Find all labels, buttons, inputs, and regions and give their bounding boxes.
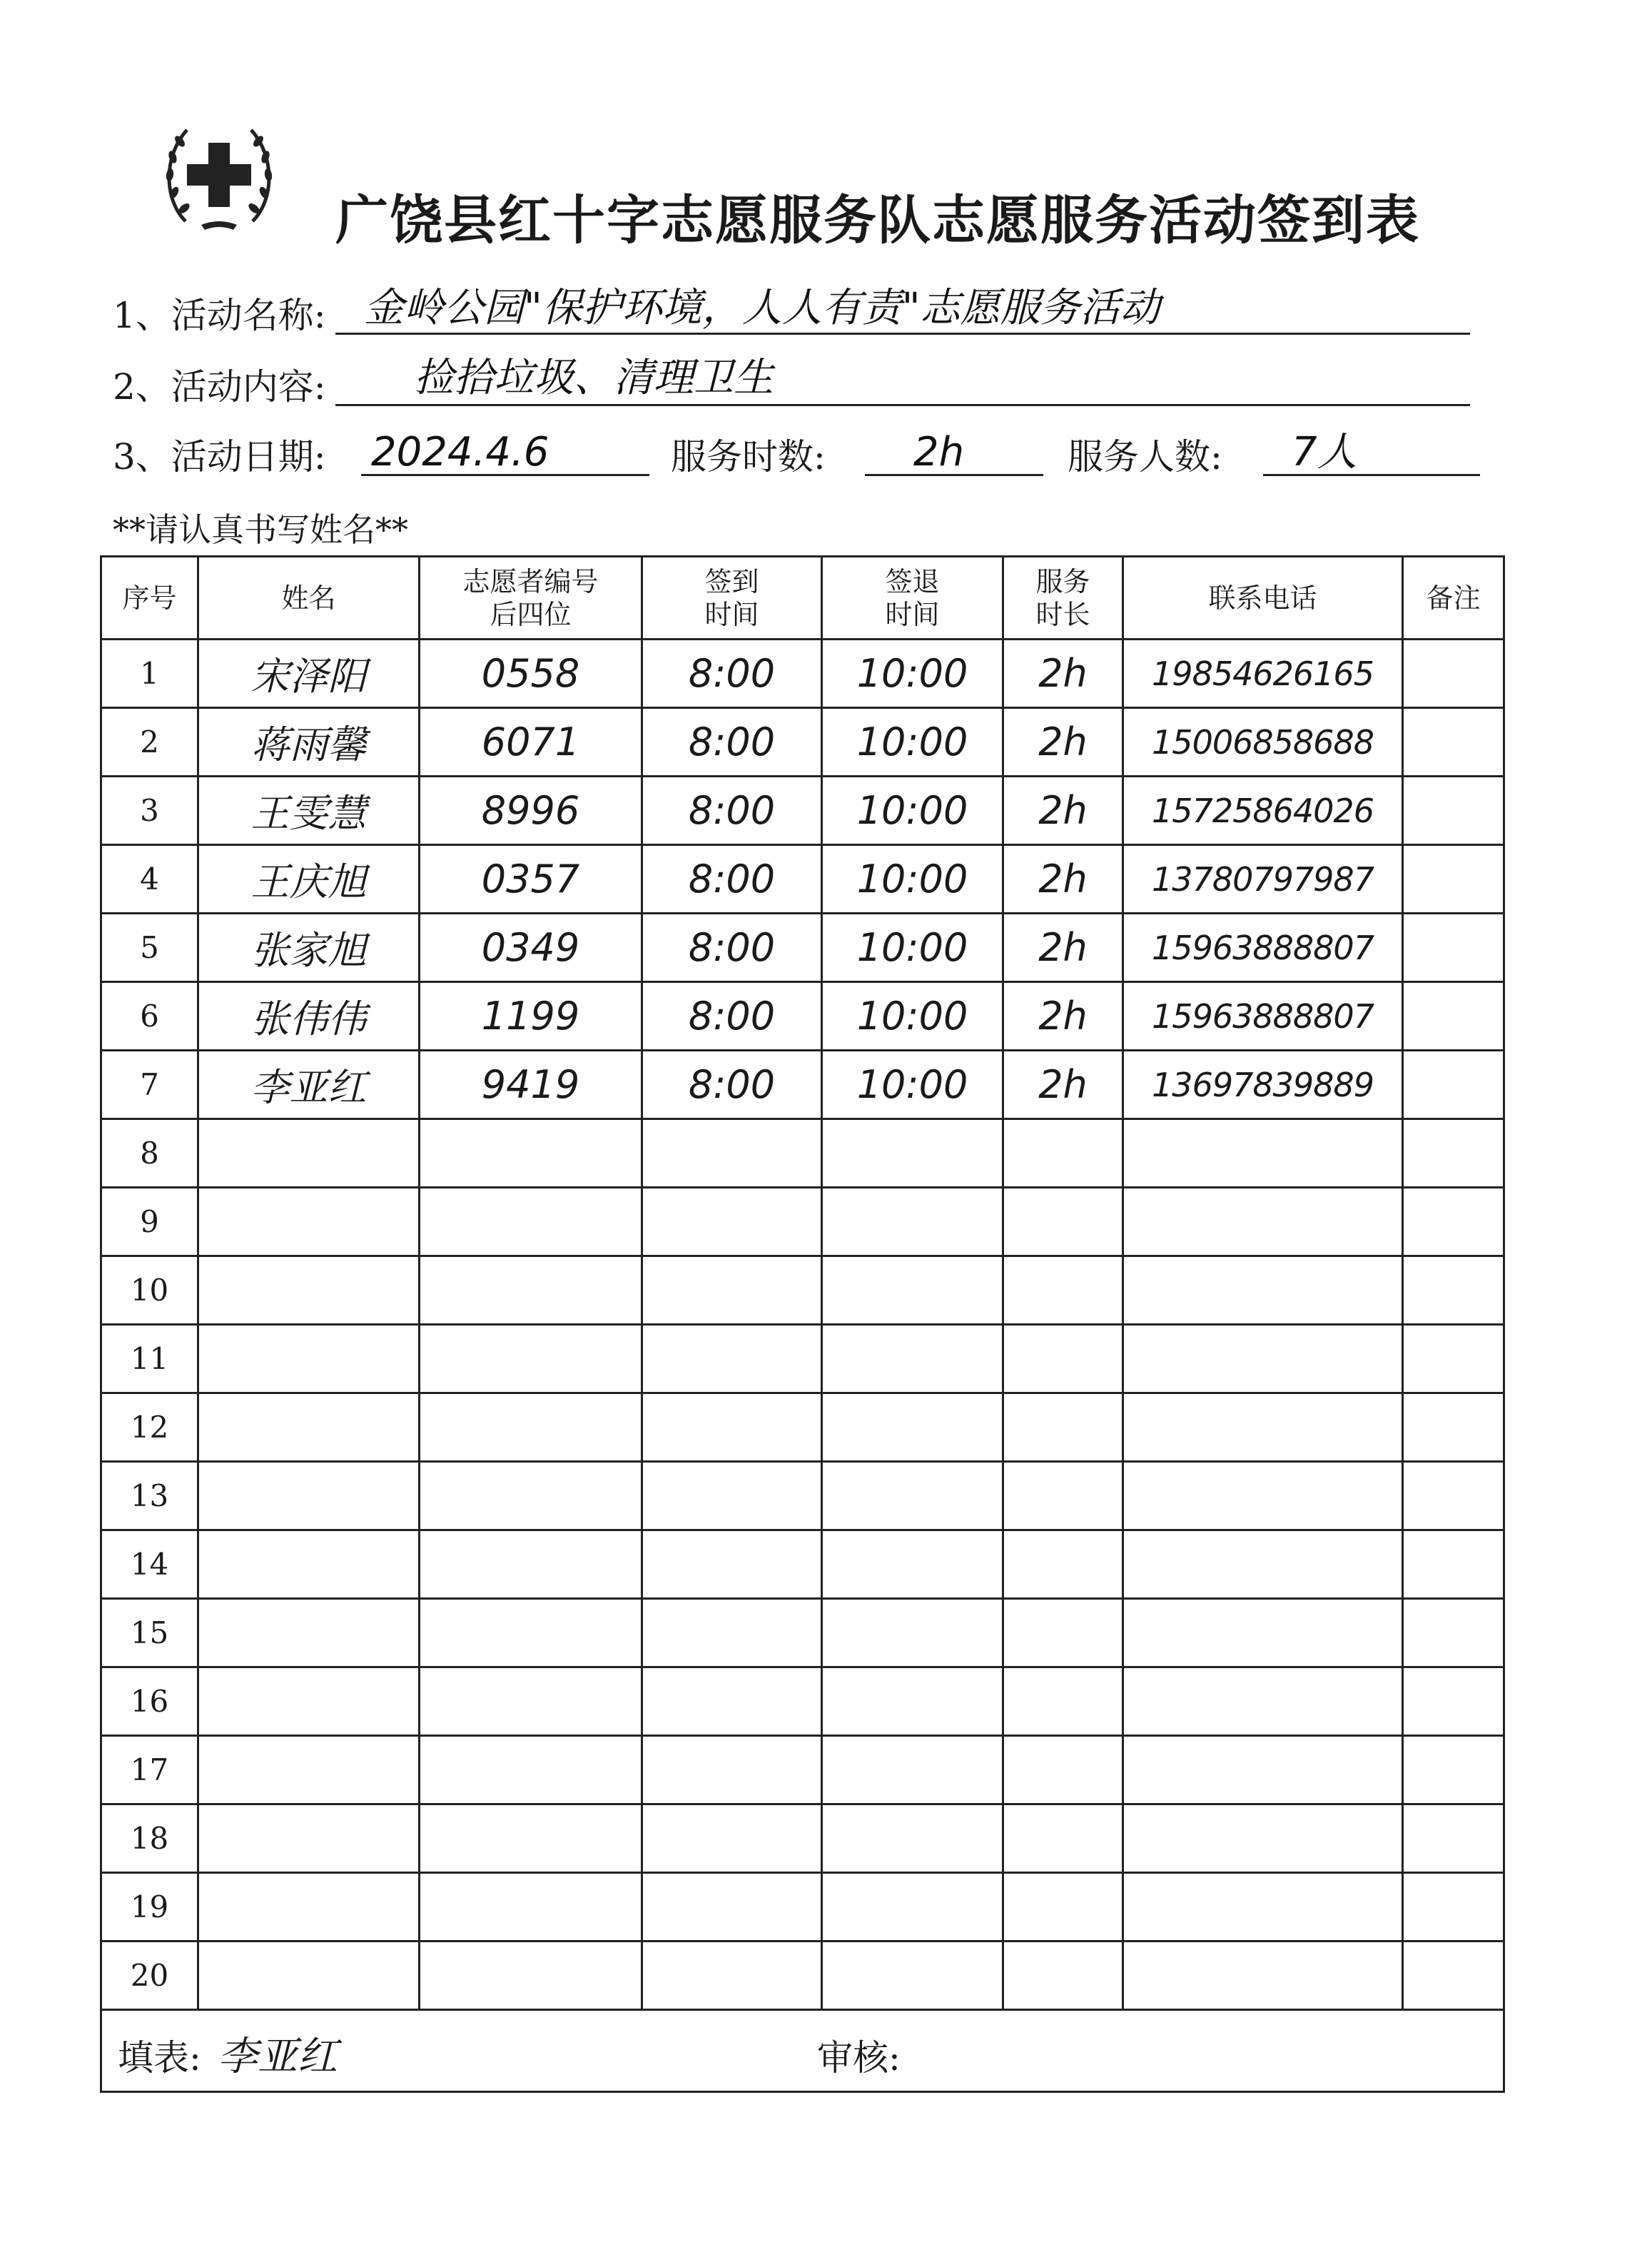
row-phone (1123, 1804, 1403, 1873)
row-volunteer-id: 8996 (420, 777, 642, 845)
row-remark (1403, 1804, 1504, 1873)
row-signin-time (642, 1530, 822, 1599)
row-duration (1003, 1119, 1123, 1188)
row-duration: 2h (1003, 708, 1123, 777)
row-signout-time (822, 1119, 1003, 1188)
activity-name-line (335, 333, 1470, 335)
row-signout-time (822, 1188, 1003, 1256)
activity-name-label: 1、活动名称: (113, 295, 326, 336)
row-signout-time: 10:00 (822, 777, 1003, 845)
table-row (101, 1188, 1504, 1256)
header-duration: 服务 时长 (1003, 557, 1123, 640)
table-row (101, 982, 1504, 1051)
row-remark (1403, 914, 1504, 982)
table-row (101, 1599, 1504, 1667)
header-serial: 序号 (101, 557, 198, 640)
row-duration (1003, 1736, 1123, 1804)
row-name (198, 1667, 420, 1736)
row-signin-time: 8:00 (642, 1051, 822, 1119)
row-serial: 8 (101, 1119, 198, 1188)
row-remark (1403, 1325, 1504, 1393)
row-signin-time: 8:00 (642, 777, 822, 845)
row-volunteer-id: 0558 (420, 640, 642, 708)
table-row (101, 914, 1504, 982)
row-name (198, 1804, 420, 1873)
row-serial: 2 (101, 708, 198, 777)
row-name (198, 1599, 420, 1667)
row-serial: 10 (101, 1256, 198, 1325)
table-row (101, 1873, 1504, 1942)
row-serial: 4 (101, 845, 198, 914)
row-signout-time (822, 1873, 1003, 1942)
row-serial: 20 (101, 1942, 198, 2010)
table-row (101, 1462, 1504, 1530)
table-row (101, 1119, 1504, 1188)
row-signout-time: 10:00 (822, 1051, 1003, 1119)
table-row (101, 1256, 1504, 1325)
row-duration (1003, 1256, 1123, 1325)
row-signin-time (642, 1188, 822, 1256)
row-name: 王庆旭 (198, 845, 420, 914)
row-signout-time: 10:00 (822, 845, 1003, 914)
row-duration (1003, 1942, 1123, 2010)
row-name (198, 1462, 420, 1530)
row-remark (1403, 1051, 1504, 1119)
row-volunteer-id (420, 1942, 642, 2010)
row-phone: 15963888807 (1123, 914, 1403, 982)
row-signout-time (822, 1942, 1003, 2010)
row-duration: 2h (1003, 777, 1123, 845)
row-phone (1123, 1462, 1403, 1530)
row-phone (1123, 1530, 1403, 1599)
table-footer-row (101, 2010, 1504, 2092)
row-duration: 2h (1003, 640, 1123, 708)
row-volunteer-id (420, 1462, 642, 1530)
table-row (101, 1667, 1504, 1736)
row-phone (1123, 1188, 1403, 1256)
row-serial: 1 (101, 640, 198, 708)
row-remark (1403, 1256, 1504, 1325)
row-serial: 5 (101, 914, 198, 982)
table-row (101, 1393, 1504, 1462)
table-row (101, 1804, 1504, 1873)
row-phone (1123, 1599, 1403, 1667)
table-row (101, 1942, 1504, 2010)
row-volunteer-id (420, 1530, 642, 1599)
row-signout-time (822, 1736, 1003, 1804)
row-signout-time (822, 1256, 1003, 1325)
row-phone: 13697839889 (1123, 1051, 1403, 1119)
activity-content-line (335, 404, 1470, 406)
row-volunteer-id (420, 1873, 642, 1942)
header-remark: 备注 (1403, 557, 1504, 640)
row-signin-time: 8:00 (642, 982, 822, 1051)
name-notice: **请认真书写姓名** (113, 510, 408, 549)
row-signin-time (642, 1599, 822, 1667)
table-row (101, 777, 1504, 845)
row-phone (1123, 1393, 1403, 1462)
row-serial: 12 (101, 1393, 198, 1462)
row-serial: 16 (101, 1667, 198, 1736)
row-remark (1403, 1667, 1504, 1736)
row-duration (1003, 1462, 1123, 1530)
row-remark (1403, 1873, 1504, 1942)
row-phone (1123, 1736, 1403, 1804)
review-label: 审核: (817, 2037, 901, 2079)
row-volunteer-id (420, 1188, 642, 1256)
table-row (101, 845, 1504, 914)
row-serial: 3 (101, 777, 198, 845)
page-title: 广饶县红十字志愿服务队志愿服务活动签到表 (335, 190, 1420, 251)
table-row (101, 640, 1504, 708)
header-phone: 联系电话 (1123, 557, 1403, 640)
row-serial: 11 (101, 1325, 198, 1393)
row-signout-time (822, 1325, 1003, 1393)
activity-content-label: 2、活动内容: (113, 366, 326, 408)
row-volunteer-id (420, 1256, 642, 1325)
row-signin-time (642, 1256, 822, 1325)
row-serial: 19 (101, 1873, 198, 1942)
row-remark (1403, 1736, 1504, 1804)
row-signout-time: 10:00 (822, 708, 1003, 777)
row-volunteer-id (420, 1599, 642, 1667)
table-header-row (101, 557, 1504, 640)
row-duration (1003, 1667, 1123, 1736)
row-remark (1403, 1119, 1504, 1188)
row-signin-time: 8:00 (642, 640, 822, 708)
row-duration (1003, 1599, 1123, 1667)
row-serial: 7 (101, 1051, 198, 1119)
row-signin-time (642, 1804, 822, 1873)
row-remark (1403, 1188, 1504, 1256)
row-phone: 15006858688 (1123, 708, 1403, 777)
row-remark (1403, 777, 1504, 845)
service-hours-value: 2h (913, 429, 965, 475)
row-signin-time (642, 1873, 822, 1942)
row-name (198, 1188, 420, 1256)
table-row (101, 1051, 1504, 1119)
row-phone (1123, 1325, 1403, 1393)
row-phone: 19854626165 (1123, 640, 1403, 708)
row-signin-time (642, 1667, 822, 1736)
row-serial: 14 (101, 1530, 198, 1599)
row-remark (1403, 1530, 1504, 1599)
red-cross-emblem-icon (158, 114, 280, 236)
row-signin-time (642, 1393, 822, 1462)
row-name (198, 1873, 420, 1942)
row-signout-time (822, 1599, 1003, 1667)
row-remark (1403, 845, 1504, 914)
service-people-value: 7人 (1292, 429, 1357, 475)
row-signout-time (822, 1804, 1003, 1873)
row-volunteer-id: 6071 (420, 708, 642, 777)
row-volunteer-id: 1199 (420, 982, 642, 1051)
row-volunteer-id (420, 1736, 642, 1804)
row-signin-time: 8:00 (642, 845, 822, 914)
table-row (101, 1325, 1504, 1393)
row-duration: 2h (1003, 845, 1123, 914)
row-phone (1123, 1942, 1403, 2010)
row-name: 张家旭 (198, 914, 420, 982)
row-signin-time (642, 1736, 822, 1804)
row-serial: 15 (101, 1599, 198, 1667)
row-name: 王雯慧 (198, 777, 420, 845)
header-signout-time: 签退 时间 (822, 557, 1003, 640)
service-hours-label: 服务时数: (671, 436, 826, 478)
row-name: 宋泽阳 (198, 640, 420, 708)
row-signout-time (822, 1667, 1003, 1736)
row-signin-time (642, 1119, 822, 1188)
row-duration (1003, 1873, 1123, 1942)
row-duration (1003, 1393, 1123, 1462)
row-volunteer-id: 0349 (420, 914, 642, 982)
row-phone (1123, 1256, 1403, 1325)
row-remark (1403, 708, 1504, 777)
row-name (198, 1119, 420, 1188)
row-phone (1123, 1667, 1403, 1736)
row-name: 蒋雨馨 (198, 708, 420, 777)
row-remark (1403, 1393, 1504, 1462)
row-volunteer-id (420, 1667, 642, 1736)
row-volunteer-id (420, 1804, 642, 1873)
activity-content-value: 捡拾垃圾、清理卫生 (414, 355, 774, 401)
row-name: 李亚红 (198, 1051, 420, 1119)
row-signout-time: 10:00 (822, 914, 1003, 982)
filler-signature: 李亚红 (218, 2034, 338, 2080)
row-phone: 13780797987 (1123, 845, 1403, 914)
row-serial: 13 (101, 1462, 198, 1530)
row-remark (1403, 1599, 1504, 1667)
row-duration (1003, 1325, 1123, 1393)
row-signout-time (822, 1462, 1003, 1530)
row-phone (1123, 1119, 1403, 1188)
row-name: 张伟伟 (198, 982, 420, 1051)
row-remark (1403, 1462, 1504, 1530)
row-name (198, 1256, 420, 1325)
table-row (101, 1736, 1504, 1804)
row-volunteer-id (420, 1325, 642, 1393)
activity-date-value: 2024.4.6 (371, 429, 549, 475)
row-serial: 9 (101, 1188, 198, 1256)
row-name (198, 1325, 420, 1393)
row-remark (1403, 1942, 1504, 2010)
row-name (198, 1736, 420, 1804)
row-serial: 17 (101, 1736, 198, 1804)
row-name (198, 1942, 420, 2010)
row-duration (1003, 1804, 1123, 1873)
row-serial: 6 (101, 982, 198, 1051)
signin-table (100, 555, 1505, 2093)
row-serial: 18 (101, 1804, 198, 1873)
header-name: 姓名 (198, 557, 420, 640)
activity-name-value: 金岭公园"保护环境，人人有责"志愿服务活动 (364, 285, 1160, 331)
row-signin-time (642, 1462, 822, 1530)
footer-cell (101, 2010, 1504, 2092)
row-signin-time (642, 1325, 822, 1393)
service-people-label: 服务人数: (1068, 436, 1222, 478)
row-signout-time (822, 1530, 1003, 1599)
row-duration: 2h (1003, 1051, 1123, 1119)
row-volunteer-id (420, 1119, 642, 1188)
row-name (198, 1393, 420, 1462)
row-signin-time: 8:00 (642, 708, 822, 777)
row-volunteer-id (420, 1393, 642, 1462)
row-signout-time: 10:00 (822, 640, 1003, 708)
row-signin-time: 8:00 (642, 914, 822, 982)
row-phone: 15963888807 (1123, 982, 1403, 1051)
row-remark (1403, 640, 1504, 708)
row-duration (1003, 1530, 1123, 1599)
row-signin-time (642, 1942, 822, 2010)
row-volunteer-id: 9419 (420, 1051, 642, 1119)
table-row (101, 708, 1504, 777)
header-volunteer-id: 志愿者编号 后四位 (420, 557, 642, 640)
row-volunteer-id: 0357 (420, 845, 642, 914)
filler-label: 填表: (118, 2037, 201, 2079)
row-signout-time (822, 1393, 1003, 1462)
row-duration: 2h (1003, 914, 1123, 982)
header-signin-time: 签到 时间 (642, 557, 822, 640)
row-name (198, 1530, 420, 1599)
row-remark (1403, 982, 1504, 1051)
table-row (101, 1530, 1504, 1599)
row-phone (1123, 1873, 1403, 1942)
row-signout-time: 10:00 (822, 982, 1003, 1051)
activity-date-label: 3、活动日期: (113, 436, 326, 478)
row-duration (1003, 1188, 1123, 1256)
row-phone: 15725864026 (1123, 777, 1403, 845)
row-duration: 2h (1003, 982, 1123, 1051)
